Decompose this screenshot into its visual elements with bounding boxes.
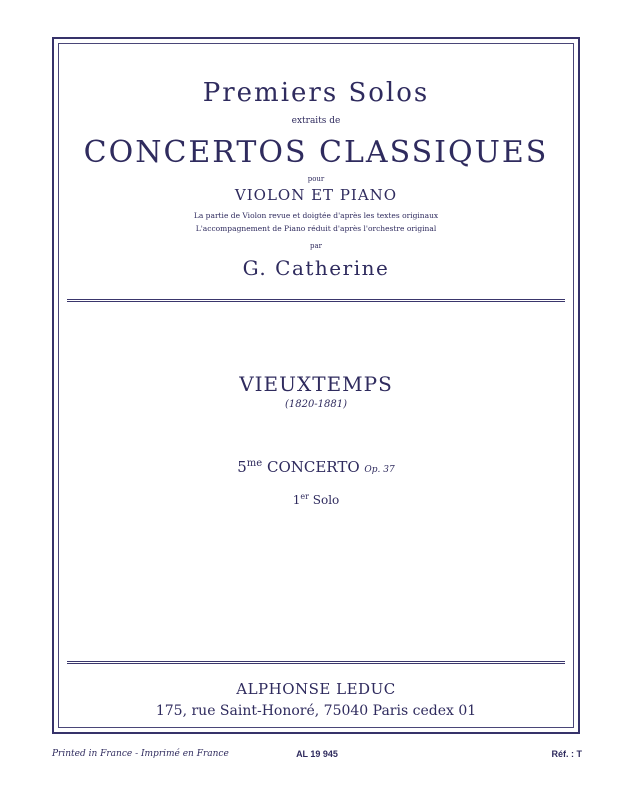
- reference-code: Réf. : T: [551, 749, 582, 759]
- concerto-title: [59, 458, 573, 476]
- opus-number: Op. 37: [364, 465, 395, 475]
- pour-label: pour: [307, 175, 325, 183]
- publisher-name: ALPHONSE LEDUC: [236, 680, 396, 698]
- publisher-divider: [67, 661, 565, 664]
- par-label: par: [309, 242, 322, 250]
- publisher-address: 175, rue Saint-Honoré, 75040 Paris cedex 01: [155, 703, 477, 719]
- concerto-ordinal: me: [246, 458, 263, 469]
- header-divider: [67, 299, 565, 302]
- composer-dates: (1820-1881): [284, 399, 348, 410]
- edition-note-piano: L'accompagnement de Piano réduit d'après l'orchestre original: [195, 224, 437, 233]
- solo-title: [59, 492, 573, 507]
- solo-label: Solo: [312, 493, 340, 507]
- plate-number: AL 19 945: [296, 749, 338, 759]
- printed-in-france: Printed in France - Imprimé en France: [52, 749, 229, 759]
- concerto-label: CONCERTO: [266, 458, 360, 476]
- composer-name: VIEUXTEMPS: [239, 372, 393, 396]
- edition-note-violin: La partie de Violon revue et doigtée d'après les textes originaux: [193, 211, 439, 220]
- solo-number: 1: [292, 493, 301, 507]
- editor-name: G. Catherine: [242, 256, 390, 280]
- main-title: CONCERTOS CLASSIQUES: [83, 135, 549, 170]
- cover-inner-border: [58, 43, 574, 728]
- solo-ordinal: er: [300, 492, 309, 501]
- concerto-number: 5: [237, 458, 247, 476]
- extraits-label: extraits de: [291, 116, 341, 126]
- cover-border: [52, 37, 580, 734]
- instrumentation: VIOLON ET PIANO: [234, 186, 398, 204]
- series-title: Premiers Solos: [202, 78, 430, 108]
